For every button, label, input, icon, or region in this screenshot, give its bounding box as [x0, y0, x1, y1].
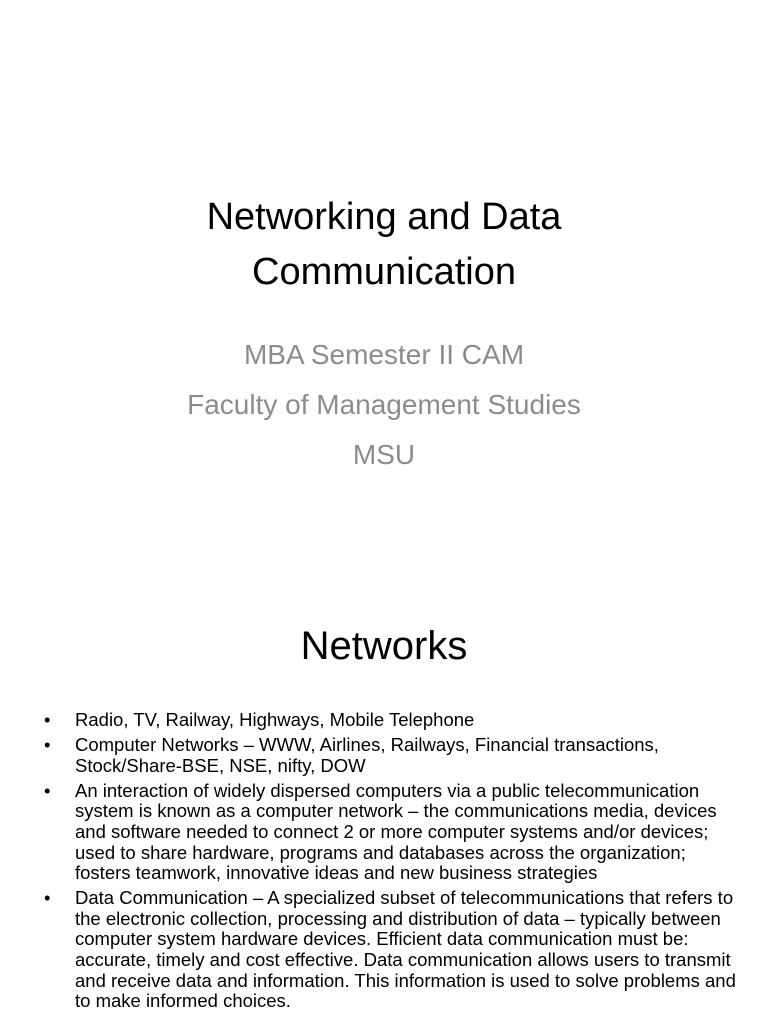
subtitle-line-faculty: Faculty of Management Studies [187, 389, 581, 420]
slide-title-line-2: Communication [252, 251, 516, 293]
bullet-text: Data Communication – A specialized subset of telecommunications that refers to the electronic collection, processing and distribution of data – typically between computer system hardware devices. Efficient data communication must be: accurate, timely and cost effective. Data communication allows users to transmit and receive data and information. This information is used to solve problems and to make informed choices. [75, 887, 736, 1012]
bullet-item [38, 735, 738, 776]
bullet-list [38, 710, 738, 1016]
bullet-icon: • [44, 887, 51, 909]
bullet-item [38, 888, 738, 1012]
bullet-text: Radio, TV, Railway, Highways, Mobile Telephone [75, 709, 475, 730]
bullet-icon: • [44, 734, 51, 756]
slide-title [0, 190, 768, 300]
slide-title-line-1: Networking and Data [206, 196, 562, 238]
slide-subtitle [0, 330, 768, 480]
bullet-icon: • [44, 709, 51, 730]
networks-title: Networks [300, 624, 468, 668]
bullet-item [38, 710, 738, 731]
networks-slide [0, 576, 768, 1024]
subtitle-line-university: MSU [352, 439, 416, 470]
bullet-text: Computer Networks – WWW, Airlines, Railways, Financial transactions, Stock/Share-BSE, NSE, nifty, DOW [75, 734, 659, 776]
subtitle-line-course: MBA Semester II CAM [243, 339, 525, 370]
bullet-item [38, 781, 738, 884]
bullet-icon: • [44, 779, 51, 801]
bullet-text: An interaction of widely dispersed computers via a public telecommunication system is known as a computer network – the communications media, devices and software needed to connect 2 or more computer systems and/or devices; used to share hardware, programs and databases across the organization; fosters teamwork, innovative ideas and new business strategies [75, 779, 717, 884]
